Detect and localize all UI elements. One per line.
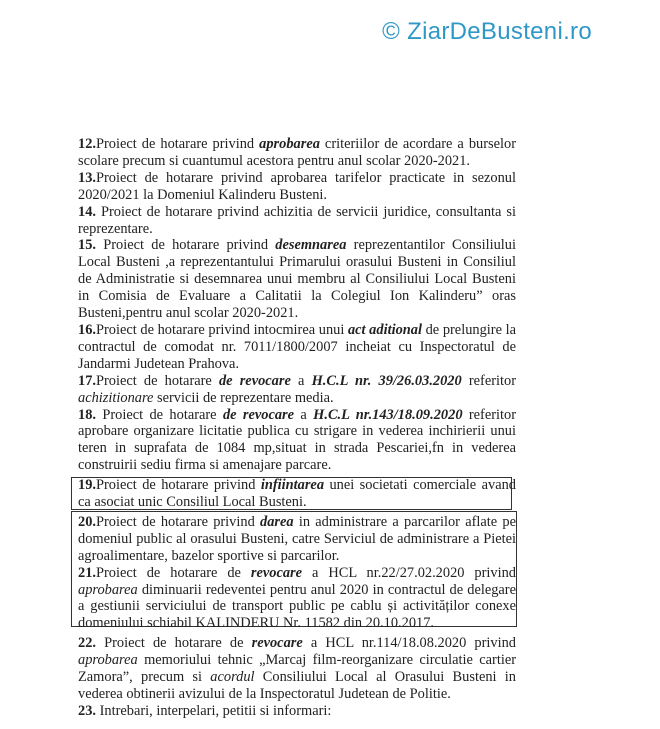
agenda-item-15: 15. Proiect de hotarare privind desemnarea reprezentantilor Consiliului Local Busteni ,a reprezentantului Primarului orasului Busteni in Consiliul de Administratie si desemnarea unui membru al Consiliului Local Busteni in Comisia de Evaluare a Calitatii la Colegiul Ion Kalinderu” oras Busteni,pentru anul scolar 2020-2021. [78,237,516,322]
agenda-item-12: 12.Proiect de hotarare privind aprobarea criteriilor de acordare a burselor scolare precum si cuantumul acestora pentru anul scolar 2020-2021. [78,136,516,169]
agenda-item-17: 17.Proiect de hotarare de revocare a H.C.L nr. 39/26.03.2020 referitor achizitionare servicii de reprezentare media. [78,372,516,406]
agenda-item-14: 14. Proiect de hotarare privind achizitia de servicii juridice, consultanta si reprezentare. [78,203,516,237]
watermark: © ZiarDeBusteni.ro [382,18,592,45]
agenda-item-18: 18. Proiect de hotarare de revocare a H.C.L nr.143/18.09.2020 referitor aprobare organizare licitatie publica cu strigare in vederea inchirierii unui teren in suprafata de 1084 mp,situat in strada Pescariei,fn in vederea construirii sediu firma si amenajare parcare. [78,406,517,474]
agenda-item-20: 20.Proiect de hotarare privind darea in administrare a parcarilor aflate pe domeniul public al orasului Busteni, catre Serviciul de administrare a Pietei agroalimentare, bazelor sportive si parcarilor. [78,513,516,564]
agenda-item-19: 19.Proiect de hotarare privind infiintarea unei societati comerciale avand ca asociat unic Consiliul Local Busteni. [78,477,516,511]
agenda-item-21: 21.Proiect de hotarare de revocare a HCL nr.22/27.02.2020 privind aprobarea diminuarii redeventei pentru anul 2020 in contractul de delegare a gestiunii serviciului de transport public pe cablu și activităților conexe domeniului schiabil KALINDERU Nr. 11582 din 20.10.2017. [78,564,516,632]
agenda-list [78,136,516,720]
agenda-item-22: 22. Proiect de hotarare de revocare a HCL nr.114/18.08.2020 privind aprobarea memoriului tehnic „Marcaj film-reorganizare circulatie cartier Zamora”, precum si acordul Consiliului Local al Orasului Busteni in vederea obtinerii avizului de la Inspectoratul Judetean de Politie. [78,635,516,702]
agenda-item-23: 23. Intrebari, interpelari, petitii si informari: [78,702,332,719]
agenda-item-13: 13.Proiect de hotarare privind aprobarea tarifelor practicate in sezonul 2020/2021 la Domeniul Kalinderu Busteni. [78,169,516,203]
agenda-item-16: 16.Proiect de hotarare privind intocmirea unui act aditional de prelungire la contractul de comodat nr. 7011/1800/2007 incheiat cu Inspectoratul de Jandarmi Judetean Prahova. [78,321,516,372]
